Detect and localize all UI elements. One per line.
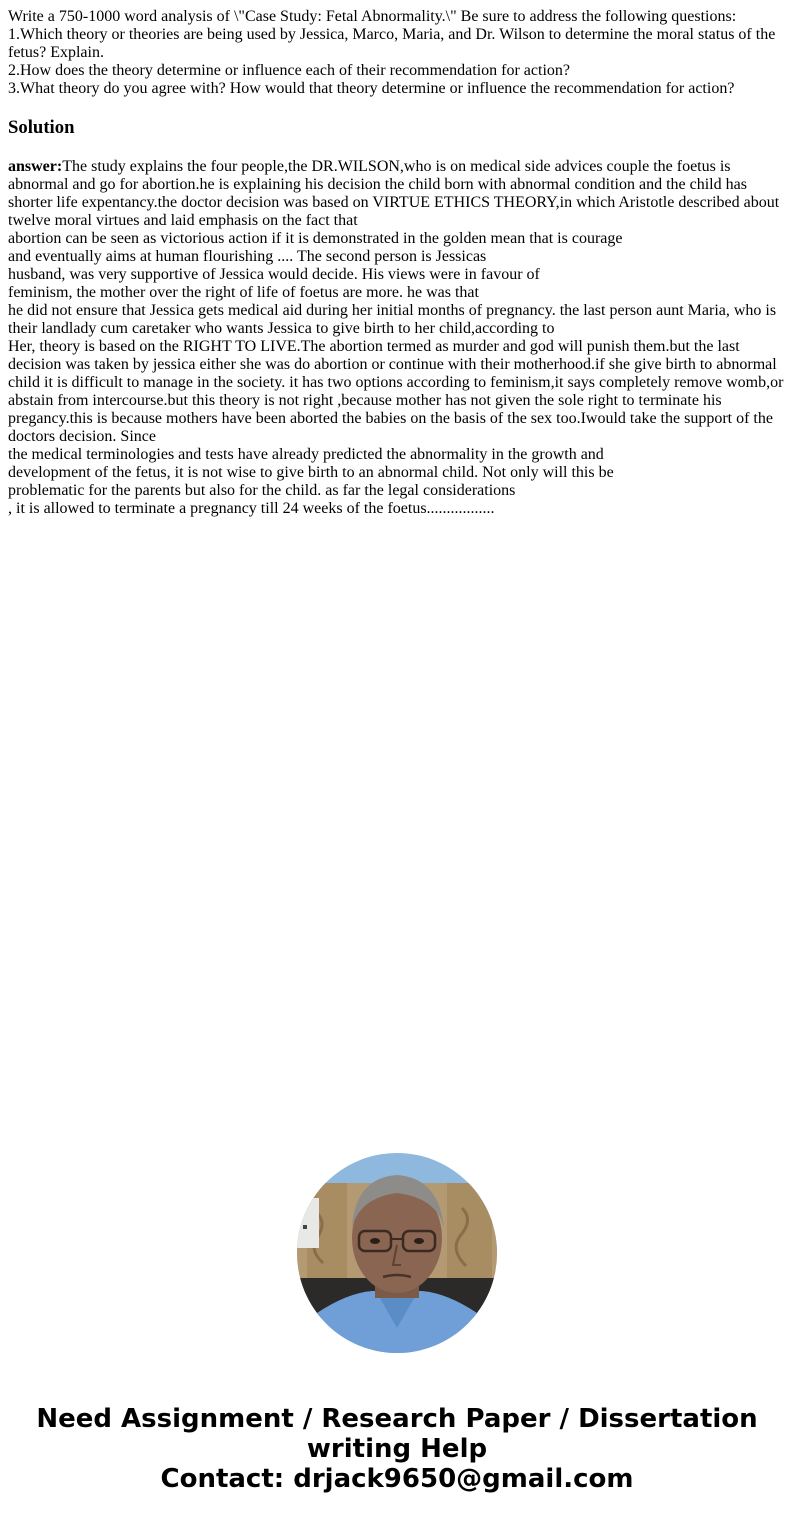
document-content [8,8,786,518]
answer-paragraph-2: abortion can be seen as victorious action if it is demonstrated in the golden mean that is courage [8,230,623,247]
solution-heading: Solution [8,117,75,138]
answer-paragraph-8: the medical terminologies and tests have already predicted the abnormality in the growth and [8,446,604,463]
answer-text: The study explains the four people,the DR.WILSON,who is on medical side advices couple the foetus is abnormal and go for abortion.he is explaining his decision the child born with abnormal condition and the child has shorter life expentancy.the doctor decision was based on VIRTUE ETHICS THEORY,in which Aristotle described about twelve moral virtues and laid emphasis on the fact that [8,158,780,229]
question-prompt: Write a 750-1000 word analysis of \"Case Study: Fetal Abnormality.\" Be sure to address the following questions: [8,8,737,25]
question-item-2: 2.How does the theory determine or influence each of their recommendation for action? [8,62,570,79]
answer-paragraph-5: feminism, the mother over the right of life of foetus are more. he was that [8,284,479,301]
answer-paragraph-4: husband, was very supportive of Jessica would decide. His views were in favour of [8,266,540,283]
question-block [8,8,786,98]
question-item-3: 3.What theory do you agree with? How would that theory determine or influence the recommendation for action? [8,80,735,97]
avatar [297,1153,497,1353]
answer-paragraph-6: he did not ensure that Jessica gets medical aid during her initial months of pregnancy. the last person aunt Maria, who is their landlady cum caretaker who wants Jessica to give birth to her child,according to [8,302,777,337]
promo-subheadline: writing Help [306,1434,488,1464]
answer-paragraph-11: , it is allowed to terminate a pregnancy till 24 weeks of the foetus................. [8,500,495,517]
answer-paragraph-10: problematic for the parents but also for the child. as far the legal considerations [8,482,516,499]
answer-paragraph-7: Her, theory is based on the RIGHT TO LIVE.The abortion termed as murder and god will punish them.but the last decision was taken by jessica either she was do abortion or continue with their motherhood.if she give birth to abnormal child it is difficult to manage in the society. it has two options according to feminism,it says completely remove womb,or abstain from intercourse.but this theory is not right ,because mother has not given the sole right to terminate his pregancy.this is because mothers have been aborted the babies on the basis of the sex too.Iwould take the support of the doctors decision. Since [8,338,784,445]
answer-body [8,158,786,518]
promo-banner [0,1404,794,1494]
promo-headline: Need Assignment / Research Paper / Dissertation [36,1404,758,1434]
question-item-1: 1.Which theory or theories are being used by Jessica, Marco, Maria, and Dr. Wilson to determine the moral status of the fetus? Explain. [8,26,776,61]
portrait-image [297,1153,497,1353]
answer-label: answer: [8,158,63,175]
answer-paragraph-1 [8,158,786,230]
answer-paragraph-3: and eventually aims at human flourishing .... The second person is Jessicas [8,248,487,265]
promo-contact: Contact: drjack9650@gmail.com [160,1464,634,1494]
answer-paragraph-9: development of the fetus, it is not wise to give birth to an abnormal child. Not only will this be [8,464,614,481]
